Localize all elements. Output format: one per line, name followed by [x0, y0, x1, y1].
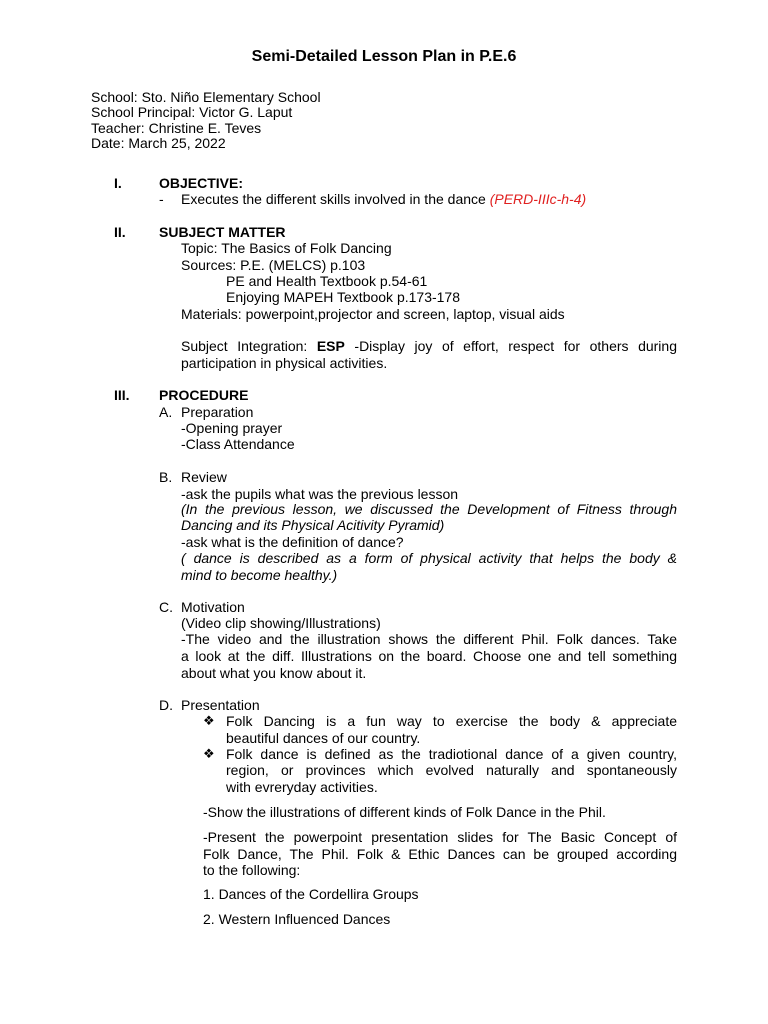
presentation-bullet-1-line-1: Folk Dancing is a fun way to exercise the body & appreciate: [226, 713, 677, 729]
teacher-line: Teacher: Christine E. Teves: [91, 120, 262, 136]
review-item-2-line-1: (In the previous lesson, we discussed the Development of Fitness through: [181, 501, 677, 517]
presentation-bullet-1-line-2: beautiful dances of our country.: [226, 730, 421, 746]
review-item-4-line-1: ( dance is described as a form of physical activity that helps the body &: [181, 550, 677, 566]
dance-group-list-item-1: 1. Dances of the Cordellira Groups: [203, 886, 419, 902]
competency-code: (PERD-IIIc-h-4): [489, 191, 587, 207]
source-2-line: PE and Health Textbook p.54-61: [226, 273, 428, 289]
diamond-bullet-icon: ❖: [203, 746, 215, 761]
objective-text: Executes the different skills involved in the dance: [181, 191, 490, 207]
presentation-bullet-2-line-3: with evreryday activities.: [226, 779, 378, 795]
objective-numeral: I.: [114, 175, 122, 191]
integration-prefix: Subject Integration:: [181, 338, 317, 354]
subject-matter-heading: SUBJECT MATTER: [159, 224, 286, 240]
integration-subject: ESP: [316, 338, 345, 354]
motivation-label: C.: [159, 599, 173, 615]
motivation-item-2-line-3: about what you know about it.: [181, 665, 367, 681]
dance-group-list-item-2: 2. Western Influenced Dances: [203, 911, 391, 927]
motivation-item-1: (Video clip showing/Illustrations): [181, 615, 381, 631]
preparation-item-1: -Opening prayer: [181, 420, 283, 436]
presentation-present-line-1: -Present the powerpoint presentation slides for The Basic Concept of: [203, 829, 677, 845]
motivation-title: Motivation: [181, 599, 245, 615]
review-item-1: -ask the pupils what was the previous lesson: [181, 486, 459, 502]
integration-line-2: participation in physical activities.: [181, 355, 388, 371]
preparation-label: A.: [159, 404, 173, 420]
sources-line: Sources: P.E. (MELCS) p.103: [181, 257, 366, 273]
presentation-label: D.: [159, 697, 173, 713]
preparation-item-2: -Class Attendance: [181, 436, 295, 452]
subject-matter-numeral: II.: [114, 224, 126, 240]
presentation-bullet-2-line-2: region, or provinces which evolved naturally and spontaneously: [226, 762, 677, 778]
objective-dash: -: [159, 191, 164, 207]
presentation-show-line: -Show the illustrations of different kinds of Folk Dance in the Phil.: [203, 804, 606, 820]
diamond-bullet-icon: ❖: [203, 713, 215, 728]
integration-text: -Display joy of effort, respect for others during: [344, 338, 677, 354]
review-label: B.: [159, 469, 173, 485]
motivation-item-2-line-2: a look at the diff. Illustrations on the board. Choose one and tell something: [181, 648, 677, 664]
school-line: School: Sto. Niño Elementary School: [91, 89, 321, 105]
document-title: Semi-Detailed Lesson Plan in P.E.6: [251, 48, 517, 65]
procedure-numeral: III.: [114, 387, 130, 403]
review-item-2-line-2: Dancing and its Physical Acitivity Pyramid): [181, 517, 445, 533]
source-3-line: Enjoying MAPEH Textbook p.173-178: [226, 289, 460, 305]
principal-line: School Principal: Victor G. Laput: [91, 104, 293, 120]
presentation-present-line-2: Folk Dance, The Phil. Folk & Ethic Dances can be grouped according: [203, 846, 677, 862]
procedure-heading: PROCEDURE: [159, 387, 249, 403]
presentation-bullet-2-line-1: Folk dance is defined as the tradiotional dance of a given country,: [226, 746, 677, 762]
motivation-item-2-line-1: -The video and the illustration shows the different Phil. Folk dances. Take: [181, 631, 677, 647]
review-title: Review: [181, 469, 227, 485]
review-item-3: -ask what is the definition of dance?: [181, 534, 404, 550]
integration-line-1: [181, 338, 677, 355]
presentation-present-line-3: to the following:: [203, 862, 301, 878]
date-line: Date: March 25, 2022: [91, 135, 226, 151]
objective-heading: OBJECTIVE:: [159, 175, 244, 191]
materials-line: Materials: powerpoint,projector and screen, laptop, visual aids: [181, 306, 565, 322]
preparation-title: Preparation: [181, 404, 254, 420]
review-item-4-line-2: mind to become healthy.): [181, 567, 338, 583]
topic-line: Topic: The Basics of Folk Dancing: [181, 240, 392, 256]
objective-text-line: [181, 191, 586, 207]
presentation-title: Presentation: [181, 697, 260, 713]
